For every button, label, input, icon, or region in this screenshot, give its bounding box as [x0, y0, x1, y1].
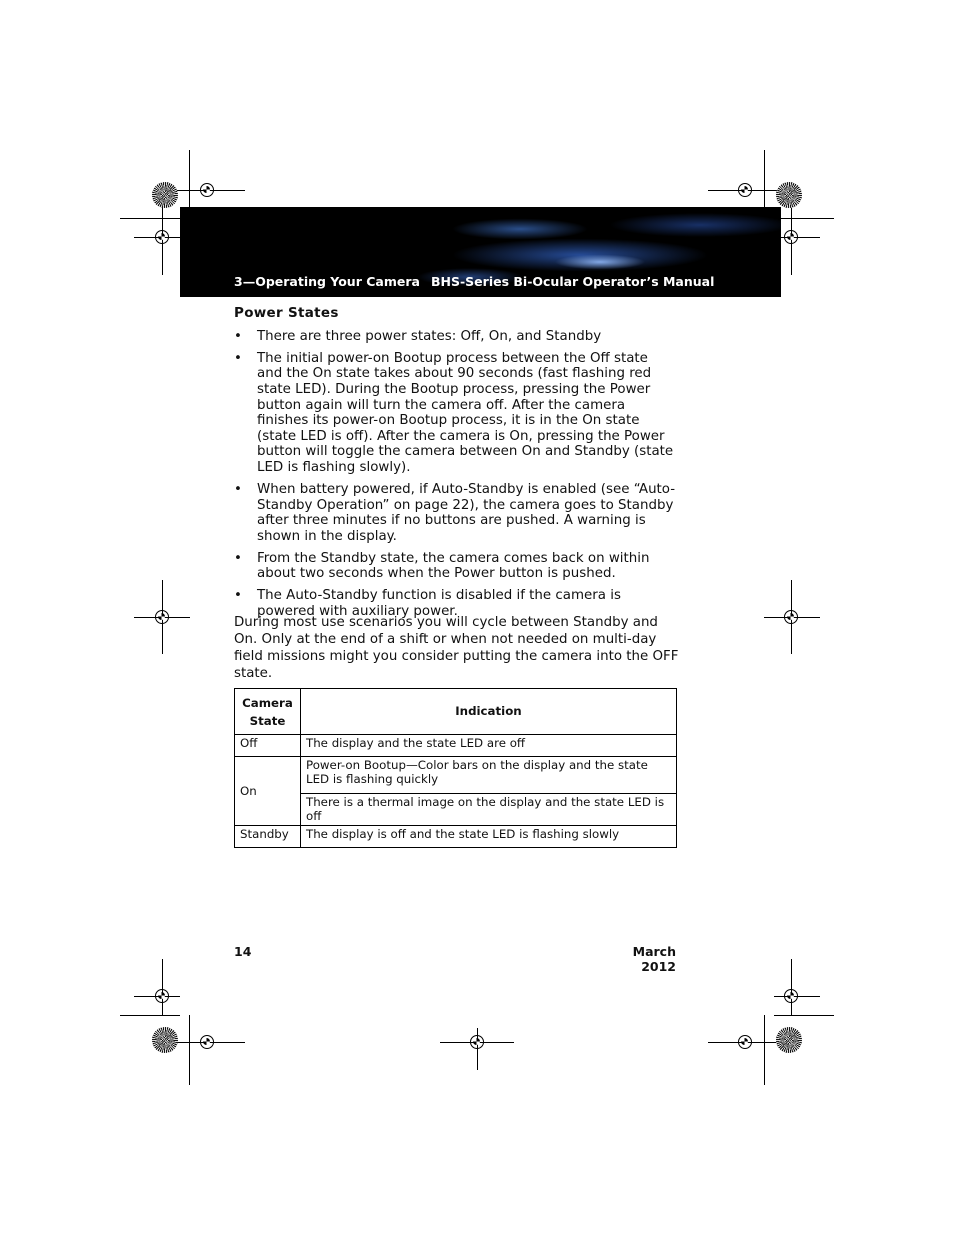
- table-header-row: [235, 689, 677, 735]
- color-star-icon: [152, 182, 178, 208]
- table-cell-state: Off: [235, 735, 301, 757]
- list-item: • From the Standby state, the camera comes back on within about two seconds when the Power button is pushed.: [234, 551, 676, 582]
- color-star-icon: [776, 182, 802, 208]
- table-row: [235, 735, 677, 757]
- registration-target-icon: [200, 183, 214, 197]
- header-manual-title: BHS-Series Bi-Ocular Operator’s Manual: [431, 274, 715, 289]
- registration-target-icon: [155, 610, 169, 624]
- table-row: [235, 757, 677, 794]
- registration-target-icon: [470, 1035, 484, 1049]
- table-cell-state: On: [235, 757, 301, 826]
- color-star-icon: [776, 1027, 802, 1053]
- header-chapter-title: 3—Operating Your Camera: [234, 274, 420, 289]
- registration-target-icon: [155, 230, 169, 244]
- table-header-indication: Indication: [301, 689, 677, 735]
- table-cell-indication: There is a thermal image on the display and the state LED is off: [301, 794, 677, 826]
- registration-target-icon: [738, 183, 752, 197]
- table-cell-indication: The display and the state LED are off: [301, 735, 677, 757]
- power-state-table: [234, 688, 677, 848]
- registration-target-icon: [784, 610, 798, 624]
- color-star-icon: [152, 1027, 178, 1053]
- table-cell-state: Standby: [235, 826, 301, 848]
- table-header-camera-state: Camera State: [235, 689, 301, 735]
- table-row: [235, 826, 677, 848]
- table-row: [235, 794, 677, 826]
- registration-target-icon: [738, 1035, 752, 1049]
- table-cell-indication: The display is off and the state LED is flashing slowly: [301, 826, 677, 848]
- publication-date: March 2012: [632, 944, 676, 974]
- table-cell-indication: Power-on Bootup—Color bars on the display and the state LED is flashing quickly: [301, 757, 677, 794]
- page-number: 14: [234, 944, 252, 959]
- registration-target-icon: [784, 989, 798, 1003]
- list-item: • When battery powered, if Auto-Standby is enabled (see “Auto-Standby Operation” on page 22), the camera goes to Standby after three minutes if no buttons are pushed. A warning is shown in the display.: [234, 482, 676, 544]
- registration-target-icon: [155, 989, 169, 1003]
- bullet-list: [234, 329, 676, 626]
- list-item: • There are three power states: Off, On, and Standby: [234, 329, 676, 345]
- body-paragraph: During most use scenarios you will cycle between Standby and On. Only at the end of a shift or when not needed on multi-day field missions might you consider putting the camera into the OFF state.: [234, 615, 679, 681]
- registration-target-icon: [784, 230, 798, 244]
- registration-target-icon: [200, 1035, 214, 1049]
- section-heading: Power States: [234, 305, 339, 321]
- list-item: • The initial power-on Bootup process between the Off state and the On state takes about 90 seconds (fast flashing red state LED). During the Bootup process, pressing the Power button again will turn the camera off. After the camera finishes its power-on Bootup process, it is in the On state (state LED is off). After the camera is On, pressing the Power button will toggle the camera between On and Standby (state LED is flashing slowly).: [234, 351, 676, 476]
- list-item: • The Auto-Standby function is disabled if the camera is powered with auxiliary power.: [234, 588, 676, 619]
